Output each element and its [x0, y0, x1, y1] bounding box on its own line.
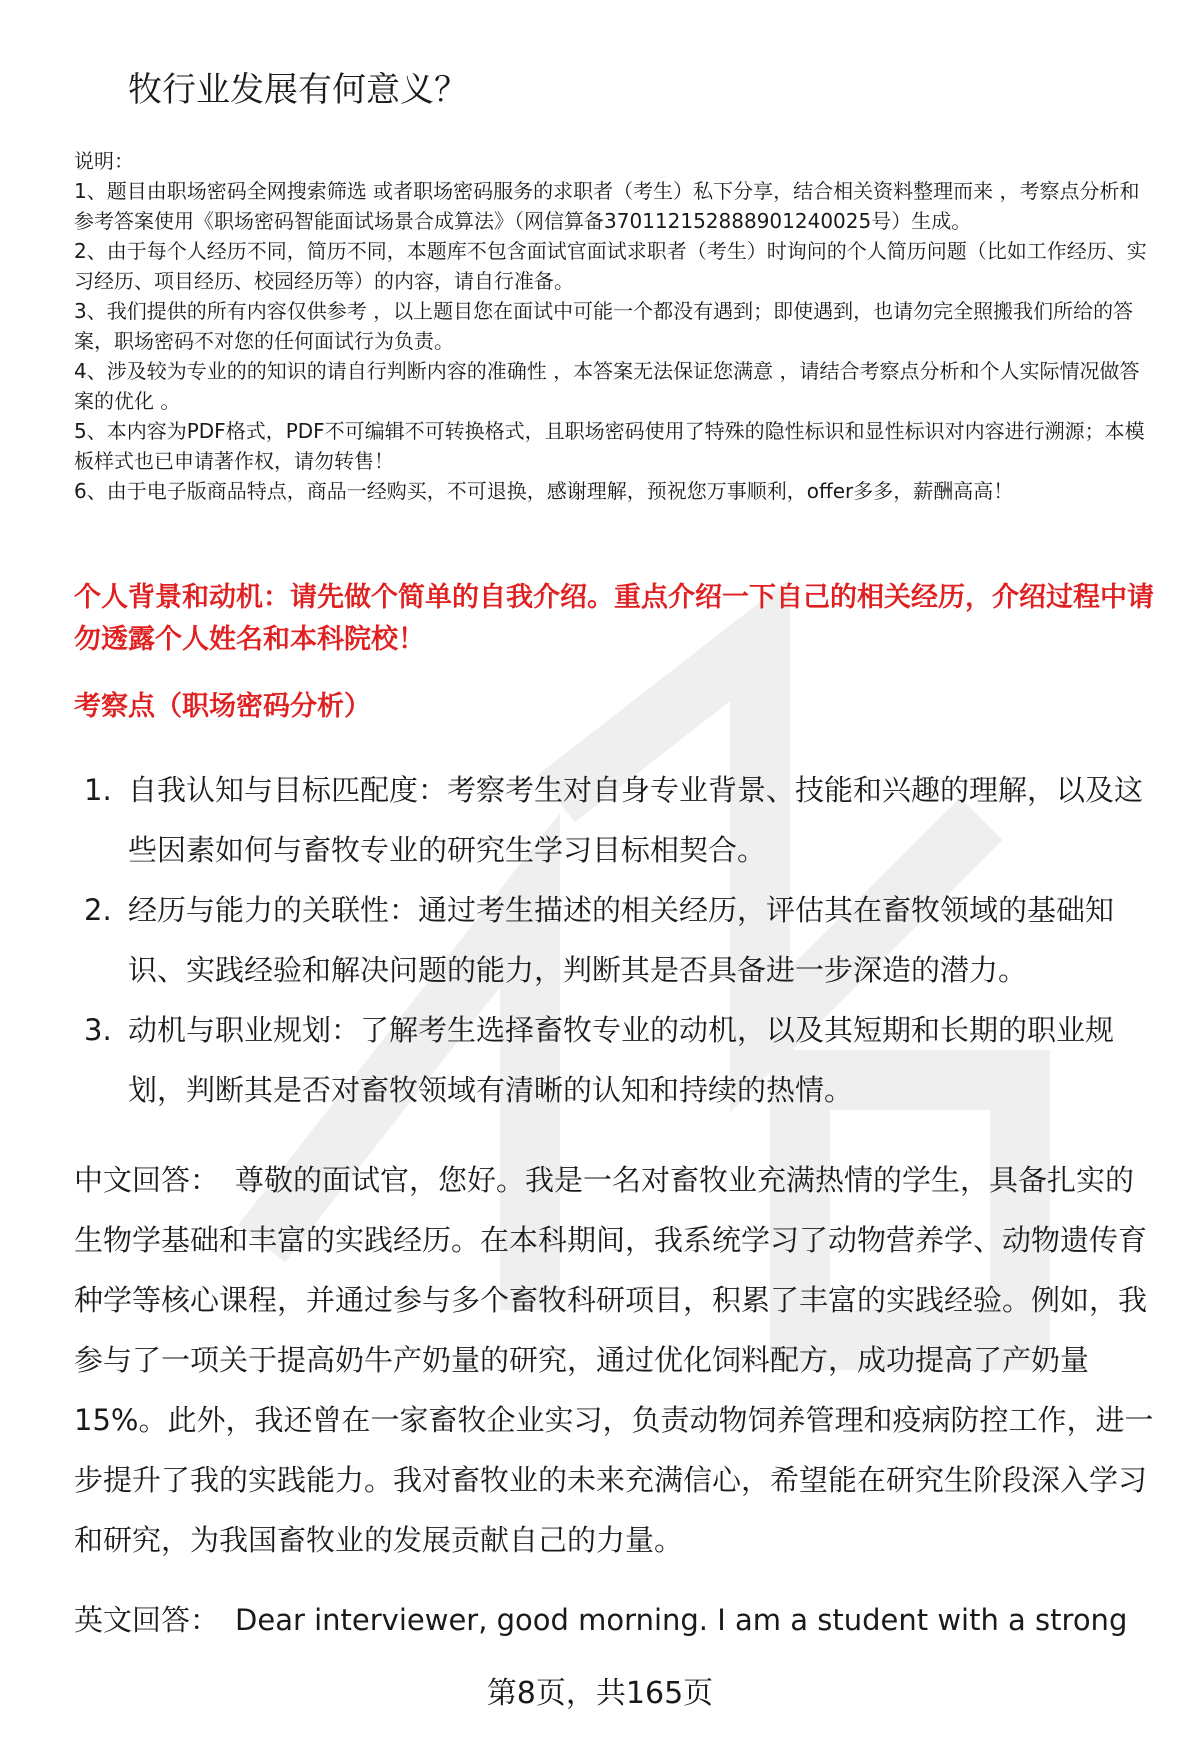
note-item: 4、涉及较为专业的的知识的请自行判断内容的准确性 ，本答案无法保证您满意 ，请结合考察点分析和个人实际情况做答案的优化 。: [74, 359, 1140, 413]
english-answer-label: 英文回答：: [74, 1603, 220, 1637]
page-number: 第8页，共165页: [486, 1676, 714, 1711]
list-item-text: 动机与职业规划：了解考生选择畜牧专业的动机，以及其短期和长期的职业规划，判断其是否对畜牧领域有清晰的认知和持续的热情。: [128, 1013, 1115, 1107]
list-item-number: 3.: [84, 1013, 112, 1047]
note-item: 5、本内容为PDF格式，PDF不可编辑不可转换格式，且职场密码使用了特殊的隐性标识和显性标识对内容进行溯源；本模板样式也已申请著作权，请勿转售！: [74, 419, 1145, 473]
disclaimer-notes: [74, 146, 1154, 506]
note-item: 3、我们提供的所有内容仅供参考 ，以上题目您在面试中可能一个都没有遇到；即使遇到，也请勿完全照搬我们所给的答案，职场密码不对您的任何面试行为负责。: [74, 299, 1134, 353]
chinese-answer-label: 中文回答：: [74, 1163, 220, 1197]
list-item-number: 1.: [84, 773, 112, 807]
list-item-text: 经历与能力的关联性：通过考生描述的相关经历，评估其在畜牧领域的基础知识、实践经验和解决问题的能力，判断其是否具备进一步深造的潜力。: [128, 893, 1115, 987]
page-title: 牧行业发展有何意义？: [128, 70, 468, 110]
list-item-number: 2.: [84, 893, 112, 927]
list-item: [74, 760, 1154, 880]
note-item: 6、由于电子版商品特点，商品一经购买，不可退换，感谢理解，预祝您万事顺利，offer多多，薪酬高高！: [74, 479, 1014, 503]
notes-heading: 说明：: [74, 149, 134, 173]
chinese-answer: [74, 1150, 1154, 1570]
points-heading: 考察点（职场密码分析）: [74, 691, 371, 722]
english-answer-text: Dear interviewer, good morning. I am a student with a strong: [235, 1603, 1128, 1637]
list-item: [74, 1000, 1154, 1120]
assessment-points-list: [74, 760, 1154, 1120]
note-item: 1、题目由职场密码全网搜索筛选 或者职场密码服务的求职者（考生）私下分享，结合相关资料整理而来 ，考察点分析和参考答案使用《职场密码智能面试场景合成算法》（网信算备370112152888901240025号）生成。: [74, 179, 1140, 233]
list-item-text: 自我认知与目标匹配度：考察考生对自身专业背景、技能和兴趣的理解，以及这些因素如何与畜牧专业的研究生学习目标相契合。: [128, 773, 1144, 867]
chinese-answer-text: 尊敬的面试官，您好。我是一名对畜牧业充满热情的学生，具备扎实的生物学基础和丰富的实践经历。在本科期间，我系统学习了动物营养学、动物遗传育种学等核心课程，并通过参与多个畜牧科研项目，积累了丰富的实践经验。例如，我参与了一项关于提高奶牛产奶量的研究，通过优化饲料配方，成功提高了产奶量15%。此外，我还曾在一家畜牧企业实习，负责动物饲养管理和疫病防控工作，进一步提升了我的实践能力。我对畜牧业的未来充满信心，希望能在研究生阶段深入学习和研究，为我国畜牧业的发展贡献自己的力量。: [74, 1163, 1154, 1557]
list-item: [74, 880, 1154, 1000]
english-answer: [74, 1590, 1154, 1650]
note-item: 2、由于每个人经历不同，简历不同，本题库不包含面试官面试求职者（考生）时询问的个人简历问题（比如工作经历、实习经历、项目经历、校园经历等）的内容，请自行准备。: [74, 239, 1147, 293]
question-heading: 个人背景和动机：请先做个简单的自我介绍。重点介绍一下自己的相关经历，介绍过程中请勿透露个人姓名和本科院校！: [74, 582, 1154, 655]
